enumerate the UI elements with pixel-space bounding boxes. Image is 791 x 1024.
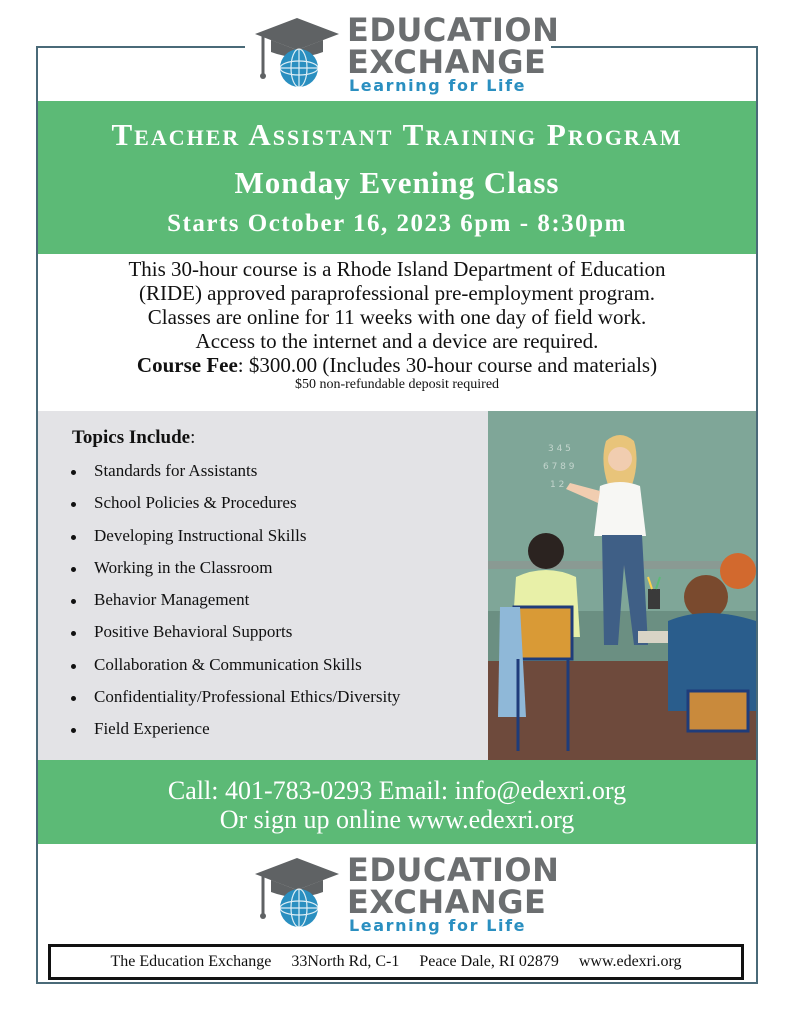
svg-text:3 4 5: 3 4 5 bbox=[548, 444, 571, 454]
list-item: Field Experience bbox=[68, 713, 400, 745]
svg-text:6 7 8 9: 6 7 8 9 bbox=[543, 462, 575, 472]
logo-tagline: Learning for Life bbox=[349, 76, 527, 95]
list-item: Positive Behavioral Supports bbox=[68, 616, 400, 648]
logo-word-exchange: EXCHANGE bbox=[347, 43, 547, 81]
graduation-cap-globe-icon bbox=[249, 12, 345, 92]
classroom-photo bbox=[488, 411, 756, 760]
address-footer: The Education Exchange 33North Rd, C-1 Peace Dale, RI 02879 www.edexri.org bbox=[48, 944, 744, 980]
topics-panel bbox=[38, 411, 488, 760]
description-line: Access to the internet and a device are required. bbox=[195, 329, 599, 353]
topics-heading bbox=[72, 427, 195, 449]
description-line: Classes are online for 11 weeks with one day of field work. bbox=[147, 305, 647, 329]
description-line: (RIDE) approved paraprofessional pre-employment program. bbox=[138, 281, 656, 305]
contact-phone-email: Call: 401-783-0293 Email: info@edexri.org bbox=[167, 776, 627, 805]
list-item: Standards for Assistants bbox=[68, 455, 400, 487]
svg-text:1 2: 1 2 bbox=[550, 480, 565, 490]
topics-heading-label: Topics Include bbox=[72, 427, 191, 448]
list-item: Confidentiality/Professional Ethics/Diversity bbox=[68, 681, 400, 713]
logo-word-education: EDUCATION bbox=[347, 851, 560, 889]
program-header bbox=[38, 101, 756, 254]
list-item: School Policies & Procedures bbox=[68, 487, 400, 519]
topics-list bbox=[68, 455, 400, 746]
program-title: Teacher Assistant Training Program bbox=[111, 117, 683, 152]
logo-word-education: EDUCATION bbox=[347, 11, 560, 49]
list-item: Collaboration & Communication Skills bbox=[68, 649, 400, 681]
topics-heading-colon: : bbox=[190, 427, 196, 448]
contact-website: Or sign up online www.edexri.org bbox=[219, 805, 575, 834]
class-name: Monday Evening Class bbox=[234, 165, 560, 200]
education-exchange-logo bbox=[245, 8, 560, 95]
class-schedule: Starts October 16, 2023 6pm - 8:30pm bbox=[167, 210, 627, 237]
logo-tagline: Learning for Life bbox=[349, 916, 527, 935]
course-fee-value: : $300.00 (Includes 30-hour course and materials) bbox=[237, 353, 658, 377]
course-fee-label: Course Fee bbox=[136, 353, 238, 377]
course-description bbox=[38, 257, 756, 393]
deposit-note: $50 non-refundable deposit required bbox=[294, 377, 500, 392]
description-line: This 30-hour course is a Rhode Island Department of Education bbox=[128, 257, 666, 281]
logo-word-exchange: EXCHANGE bbox=[347, 883, 547, 921]
contact-banner bbox=[38, 760, 756, 844]
education-exchange-logo-bottom bbox=[245, 848, 560, 935]
graduation-cap-globe-icon bbox=[249, 852, 345, 932]
list-item: Working in the Classroom bbox=[68, 552, 400, 584]
list-item: Behavior Management bbox=[68, 584, 400, 616]
list-item: Developing Instructional Skills bbox=[68, 520, 400, 552]
course-fee bbox=[38, 353, 756, 377]
